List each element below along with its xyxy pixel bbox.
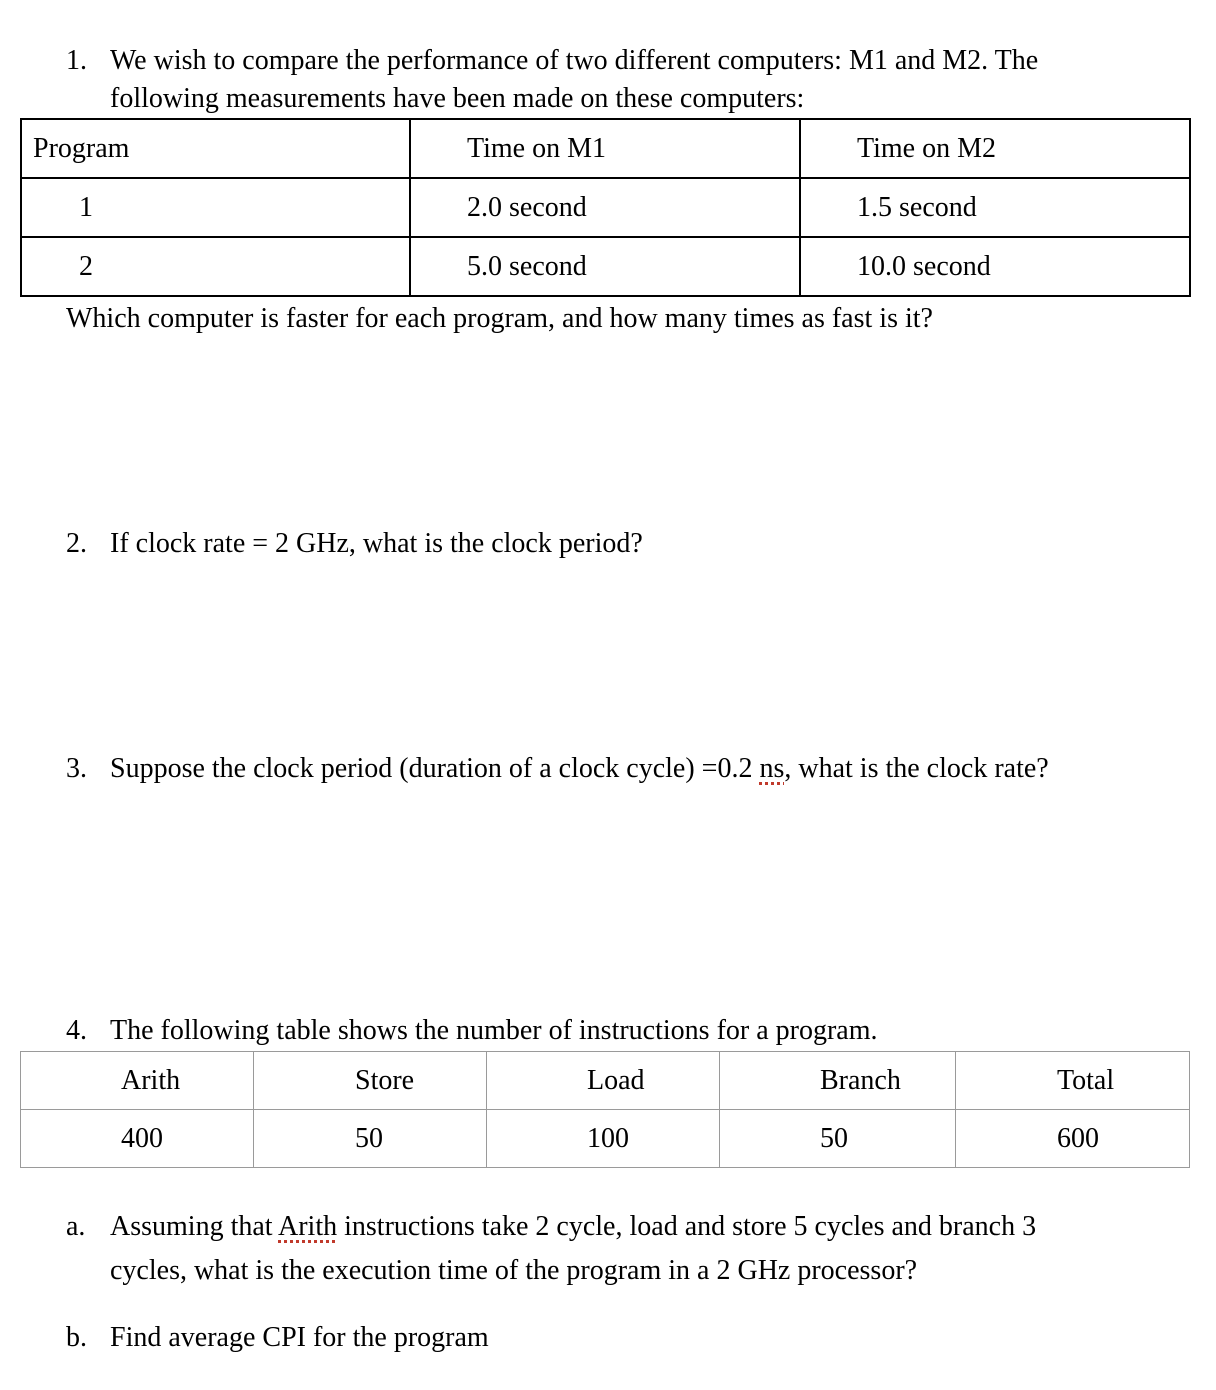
q3-text-before: Suppose the clock period (duration of a clock cycle) =0.2 [110, 753, 760, 784]
time-m1-cell: 2.0 second [410, 178, 800, 237]
q3-number: 3. [66, 753, 87, 784]
q1-question: Which computer is faster for each program, and how many times as fast is it? [66, 303, 933, 334]
q2-number: 2. [66, 528, 87, 559]
header-time-m2: Time on M2 [800, 119, 1190, 178]
header-program: Program [21, 119, 410, 178]
header-load: Load [487, 1052, 720, 1110]
header-store: Store [254, 1052, 487, 1110]
header-arith: Arith [21, 1052, 254, 1110]
header-time-m1: Time on M1 [410, 119, 800, 178]
q4-text: The following table shows the number of instructions for a program. [110, 1015, 878, 1046]
store-count-cell: 50 [254, 1110, 487, 1168]
q1-text-line2: following measurements have been made on these computers: [110, 83, 805, 114]
q2-line [66, 525, 643, 563]
table-row [21, 1110, 1190, 1168]
branch-count-cell: 50 [720, 1110, 956, 1168]
q4a-line2: cycles, what is the execution time of the program in a 2 GHz processor? [110, 1255, 918, 1286]
q4a-label: a. [66, 1211, 86, 1242]
q1-line2 [110, 80, 804, 118]
time-m2-cell: 1.5 second [800, 178, 1190, 237]
table-row [21, 178, 1190, 237]
q4-line [66, 1012, 878, 1050]
header-total: Total [956, 1052, 1190, 1110]
q4-number: 4. [66, 1015, 87, 1046]
q1-number: 1. [66, 45, 87, 76]
q4a-text-after: instructions take 2 cycle, load and store 5 cycles and branch 3 [337, 1211, 1037, 1242]
q1-text-line1: We wish to compare the performance of two different computers: M1 and M2. The [110, 45, 1039, 76]
total-count-cell: 600 [956, 1110, 1190, 1168]
arith-count-cell: 400 [21, 1110, 254, 1168]
time-m1-cell: 5.0 second [410, 237, 800, 296]
time-m2-cell: 10.0 second [800, 237, 1190, 296]
table-header-row [21, 1052, 1190, 1110]
q4b-text: Find average CPI for the program [110, 1322, 489, 1353]
q2-text: If clock rate = 2 GHz, what is the clock period? [110, 528, 643, 559]
table-header-row [21, 119, 1190, 178]
q4a-line1 [66, 1208, 1036, 1246]
load-count-cell: 100 [487, 1110, 720, 1168]
q4a-text-before: Assuming that [110, 1211, 279, 1242]
instruction-count-table [20, 1051, 1190, 1168]
q3-unit-ns: ns [759, 753, 785, 784]
q4b-label: b. [66, 1322, 87, 1353]
q3-line [66, 750, 1049, 788]
table-row [21, 237, 1190, 296]
program-cell: 2 [21, 237, 410, 296]
q4a-word-arith: Arith [278, 1211, 338, 1242]
program-cell: 1 [21, 178, 410, 237]
header-branch: Branch [720, 1052, 956, 1110]
q3-text-after: , what is the clock rate? [784, 753, 1049, 784]
q1-line1 [66, 42, 1038, 80]
q4b-line [66, 1319, 489, 1357]
measurements-table [20, 118, 1191, 297]
